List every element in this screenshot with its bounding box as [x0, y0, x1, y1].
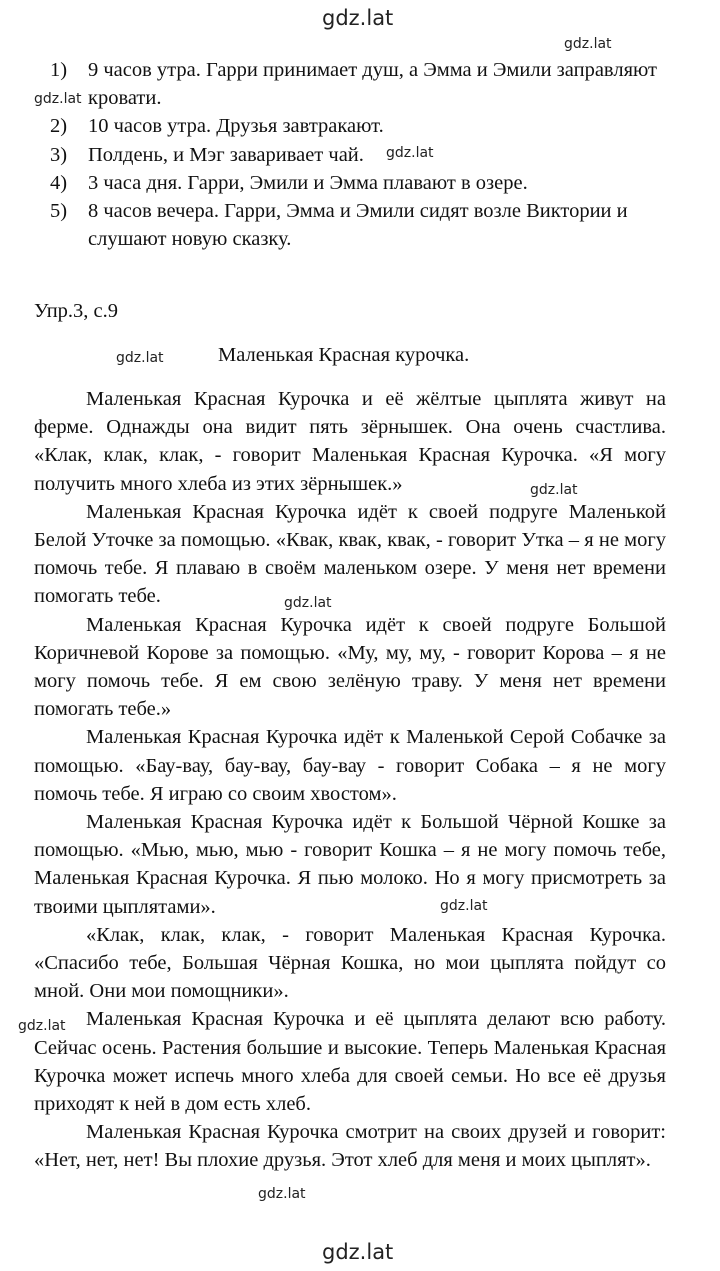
- list-item: [50, 141, 690, 169]
- list-item-text: 3 часа дня. Гарри, Эмили и Эмма плавают в озере.: [88, 171, 528, 194]
- watermark-bottom: gdz.lat: [322, 1240, 394, 1264]
- list-item-text: Полдень, и Мэг заваривает чай.: [88, 143, 364, 166]
- numbered-list: [50, 56, 690, 253]
- story-body: [34, 385, 666, 1175]
- list-item: [50, 56, 690, 112]
- list-item-text: 9 часов утра. Гарри принимает душ, а Эмма и Эмили заправляют кровати.: [88, 59, 657, 110]
- list-item-number: 5): [50, 200, 68, 223]
- watermark-inline: gdz.lat: [530, 482, 578, 498]
- watermark-top: gdz.lat: [322, 6, 394, 30]
- watermark-inline: gdz.lat: [258, 1186, 306, 1202]
- watermark-inline: gdz.lat: [34, 91, 82, 107]
- watermark-inline: gdz.lat: [18, 1018, 66, 1034]
- watermark-inline: gdz.lat: [440, 898, 488, 914]
- story-paragraph: Маленькая Красная Курочка идёт к Большой Чёрной Кошке за помощью. «Мью, мью, мью - говорит Кошка – я не могу помочь тебе, Маленькая Красная Курочка. Я пью молоко. Но я могу присмотреть за твоими цыплятами».: [34, 811, 666, 918]
- story-paragraph: Маленькая Красная Курочка смотрит на своих друзей и говорит: «Нет, нет, нет! Вы плохие друзья. Этот хлеб для меня и моих цыплят».: [34, 1121, 666, 1172]
- list-item: [50, 197, 690, 253]
- list-item-text: 8 часов вечера. Гарри, Эмма и Эмили сидят возле Виктории и слушают новую сказку.: [88, 200, 628, 251]
- list-item-number: 2): [50, 115, 68, 138]
- story-paragraph: «Клак, клак, клак, - говорит Маленькая Красная Курочка. «Спасибо тебе, Большая Чёрная Кошка, но мои цыплята пойдут со мной. Они мои помощники».: [34, 923, 666, 1003]
- list-item-number: 3): [50, 143, 68, 166]
- story-paragraph: Маленькая Красная Курочка идёт к своей подруге Маленькой Белой Уточке за помощью. «Квак, квак, квак, - говорит Утка – я не могу помочь тебе. Я плаваю в своём маленьком озере. У меня нет времени помогать тебе.: [34, 500, 666, 608]
- story-title: Маленькая Красная курочка.: [218, 344, 470, 366]
- watermark-inline: gdz.lat: [116, 350, 164, 366]
- story-paragraph: Маленькая Красная Курочка идёт к своей подруге Большой Коричневой Корове за помощью. «Му, му, му, - говорит Корова – я не могу помочь тебе. Я ем свою зелёную траву. У меня нет времени помогать тебе.»: [34, 613, 666, 721]
- watermark-inline: gdz.lat: [284, 595, 332, 611]
- list-item-number: 4): [50, 171, 68, 194]
- story-paragraph: Маленькая Красная Курочка и её жёлтые цыплята живут на ферме. Однажды она видит пять зёрнышек. Она очень счастлива. «Клак, клак, клак, - говорит Маленькая Красная Курочка. «Я могу получить много хлеба из этих зёрнышек.»: [34, 388, 666, 495]
- list-item-number: 1): [50, 59, 68, 81]
- story-paragraph: Маленькая Красная Курочка и её цыплята делают всю работу. Сейчас осень. Растения большие и высокие. Теперь Маленькая Красная Курочка может испечь много хлеба для своей семьи. Но все её друзья приходят к ней в дом есть хлеб.: [34, 1008, 666, 1116]
- exercise-label: Упр.3, с.9: [34, 300, 119, 322]
- watermark-inline: gdz.lat: [564, 36, 612, 52]
- list-item: [50, 169, 690, 197]
- watermark-inline: gdz.lat: [386, 145, 434, 161]
- list-item: [50, 112, 690, 140]
- story-paragraph: Маленькая Красная Курочка идёт к Маленькой Серой Собачке за помощью. «Бау-вау, бау-вау, бау-вау - говорит Собака – я не могу помочь тебе. Я играю со своим хвостом».: [34, 726, 666, 805]
- list-item-text: 10 часов утра. Друзья завтракают.: [88, 115, 384, 138]
